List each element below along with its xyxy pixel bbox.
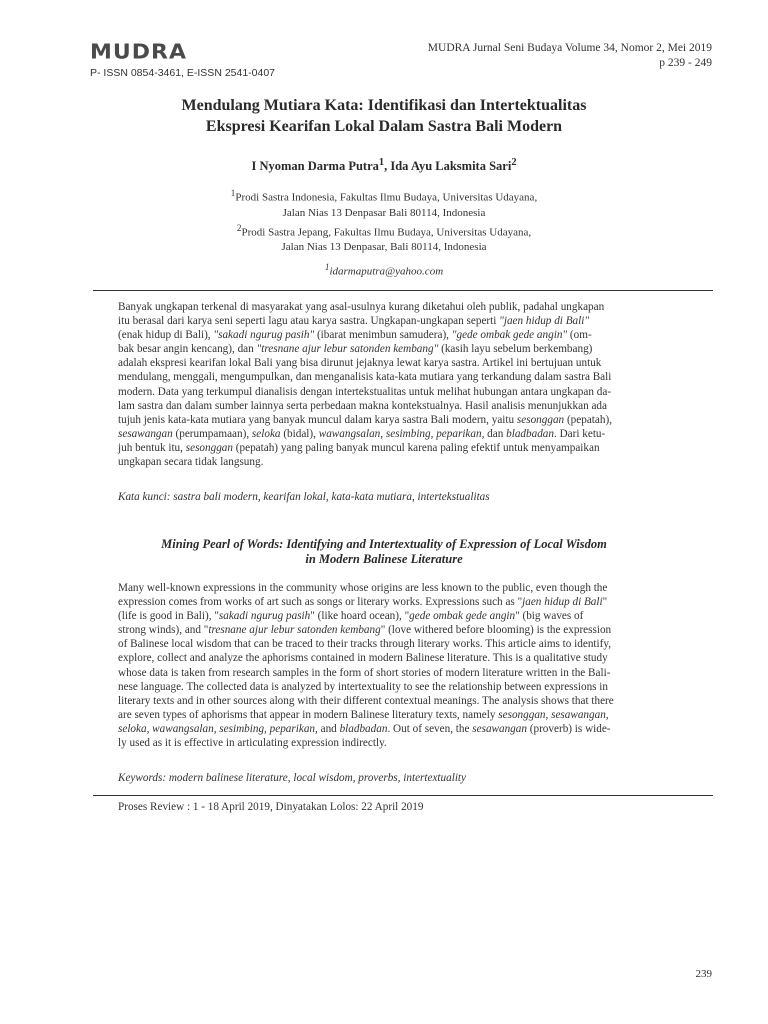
title-line-1: Mendulang Mutiara Kata: Identifikasi dan Intertektualitas (181, 97, 587, 114)
title-line-2: Ekspresi Kearifan Lokal Dalam Sastra Bali Modern (205, 118, 563, 135)
abstract-indonesian (118, 300, 684, 469)
abstract-line: expression comes from works of art such as songs or literary works. Expressions such as "jaen hidup di Bali" (118, 596, 608, 609)
author-separator: , (384, 159, 391, 174)
bottom-divider (93, 795, 713, 796)
paper-title (0, 95, 768, 137)
affiliation-line: $^2$Prodi Sastra Jepang, Fakultas Ilmu Budaya, Universitas Udayana, (236, 222, 532, 239)
author-name: I Nyoman Darma Putra (251, 159, 379, 174)
keywords-indonesian: Kata kunci: sastra bali modern, kearifan lokal, kata-kata mutiara, intertekstualitas (118, 491, 490, 503)
affil-mark: 2 (236, 222, 242, 233)
issn-line: P- ISSN 0854-3461, E-ISSN 2541-0407 (90, 67, 276, 79)
abstract-line: nese language. The collected data is analyzed by intertextuality to see the relationship between expressions in (118, 680, 609, 693)
abstract-english (118, 581, 684, 750)
affiliations (0, 186, 768, 255)
author-affil-mark: 2 (511, 157, 517, 168)
journal-info (428, 41, 712, 71)
abstract-line: whose data is taken from research samples in the form of short stories of modern literature written in the Bali- (118, 666, 611, 679)
author-affil-mark: 1 (378, 157, 385, 168)
english-title (0, 537, 768, 567)
author-list (0, 157, 768, 174)
abstract-line: adalah ekspresi kearifan lokal Bali yang bisa dirunut jejaknya lewat karya sastra. Artikel ini bertujuan untuk (118, 357, 602, 370)
abstract-line: (enak hidup di Bali), "sakadi ngurug pasih" (ibarat menimbun samudera), "gede ombak gede angin" (om- (118, 329, 592, 342)
keywords-english: Keywords: modern balinese literature, local wisdom, proverbs, intertextuality (118, 772, 467, 784)
abstract-line: Banyak ungkapan terkenal di masyarakat yang asal-usulnya kurang diketahui oleh publik, padahal ungkapan (118, 301, 605, 313)
abstract-line: sesawangan (perumpamaan), seloka (bidal), wawangsalan, sesimbing, peparikan, dan bladbadan. Dari ketu- (118, 427, 606, 440)
abstract-line: ly used as it is effective in articulating expression indirectly. (118, 737, 387, 750)
top-divider (93, 290, 713, 291)
abstract-line: tujuh jenis kata-kata mutiara yang banyak muncul dalam karya sastra Bali modern, yaitu sesonggan (pepatah), (118, 413, 612, 426)
abstract-line: bak besar angin kencang), dan "tresnane ajur lebur satonden kembang" (kasih layu sebelum berkembang) (118, 343, 593, 356)
page-range: p 239 - 249 (659, 57, 712, 69)
abstract-line: seloka, wawangsalan, sesimbing, peparikan, and bladbadan. Out of seven, the sesawangan (proverb) is wide- (118, 722, 611, 735)
english-title-line-1: Mining Pearl of Words: Identifying and Intertextuality of Expression of Local Wisdom (161, 537, 607, 551)
review-dates: Proses Review : 1 - 18 April 2019, Dinyatakan Lolos: 22 April 2019 (118, 801, 424, 813)
abstract-line: literary texts and in other sources along with their different contextual meanings. The analysis shows that there (118, 694, 614, 707)
affiliation-line: $^1$Prodi Sastra Indonesia, Fakultas Ilmu Budaya, Universitas Udayana, (230, 188, 538, 204)
affil-mark: 1 (230, 188, 236, 198)
abstract-line: strong winds), and "tresnane ajur lebur satonden kembang" (love withered before blooming) is the expression (118, 624, 612, 637)
abstract-line: modern. Data yang terkumpul dianalisis dengan intertekstualitas untuk melihat hubungan antara ungkapan da- (118, 385, 612, 398)
english-title-line-2: in Modern Balinese Literature (305, 552, 463, 566)
abstract-line: explore, collect and analyze the aphorisms contained in modern Balinese literature. This is a qualitative study (118, 652, 608, 665)
abstract-line: of Balinese local wisdom that can be traced to their tracks through literary works. This article aims to identify, (118, 638, 612, 651)
email-line (0, 262, 768, 278)
page-number: 239 (695, 968, 712, 980)
journal-citation: MUDRA Jurnal Seni Budaya Volume 34, Nomor 2, Mei 2019 (427, 42, 712, 54)
affiliation-line: Jalan Nias 13 Denpasar Bali 80114, Indonesia (282, 206, 486, 219)
abstract-line: Many well-known expressions in the community whose origins are less known to the public, even though the (118, 582, 608, 594)
abstract-line: ungkapan secara tidak langsung. (118, 456, 264, 469)
author-name: Ida Ayu Laksmita Sari (390, 159, 512, 174)
journal-logo: MUDRA (90, 41, 187, 64)
affiliation-line: Jalan Nias 13 Denpasar, Bali 80114, Indonesia (281, 241, 487, 254)
abstract-line: mendulang, menggali, mengumpulkan, dan menganalisis kata-kata mutiara yang terkandung dalam sastra Bali (118, 371, 612, 384)
abstract-line: juh bentuk itu, sesonggan (pepatah) yang paling banyak muncul karena paling efektif untuk menyampaikan (118, 441, 600, 454)
abstract-line: (life is good in Bali), "sakadi ngurug pasih" (like hoard ocean), "gede ombak gede angin" (big waves of (118, 610, 584, 623)
abstract-line: itu berasal dari karya seni seperti lagu atau karya sastra. Ungkapan-ungkapan seperti "jaen hidup di Bali" (118, 315, 590, 328)
abstract-line: lam sastra dan dalam sumber lainnya serta perbedaan makna kontekstualnya. Hasil analisis menunjukkan ada (118, 399, 607, 412)
email-mark: 1 (324, 262, 330, 272)
email-address[interactable]: idarmaputra@yahoo.com (329, 265, 444, 278)
abstract-line: are seven types of aphorisms that appear in modern Balinese literatury texts, namely sesonggan, sesawangan, (118, 708, 609, 721)
